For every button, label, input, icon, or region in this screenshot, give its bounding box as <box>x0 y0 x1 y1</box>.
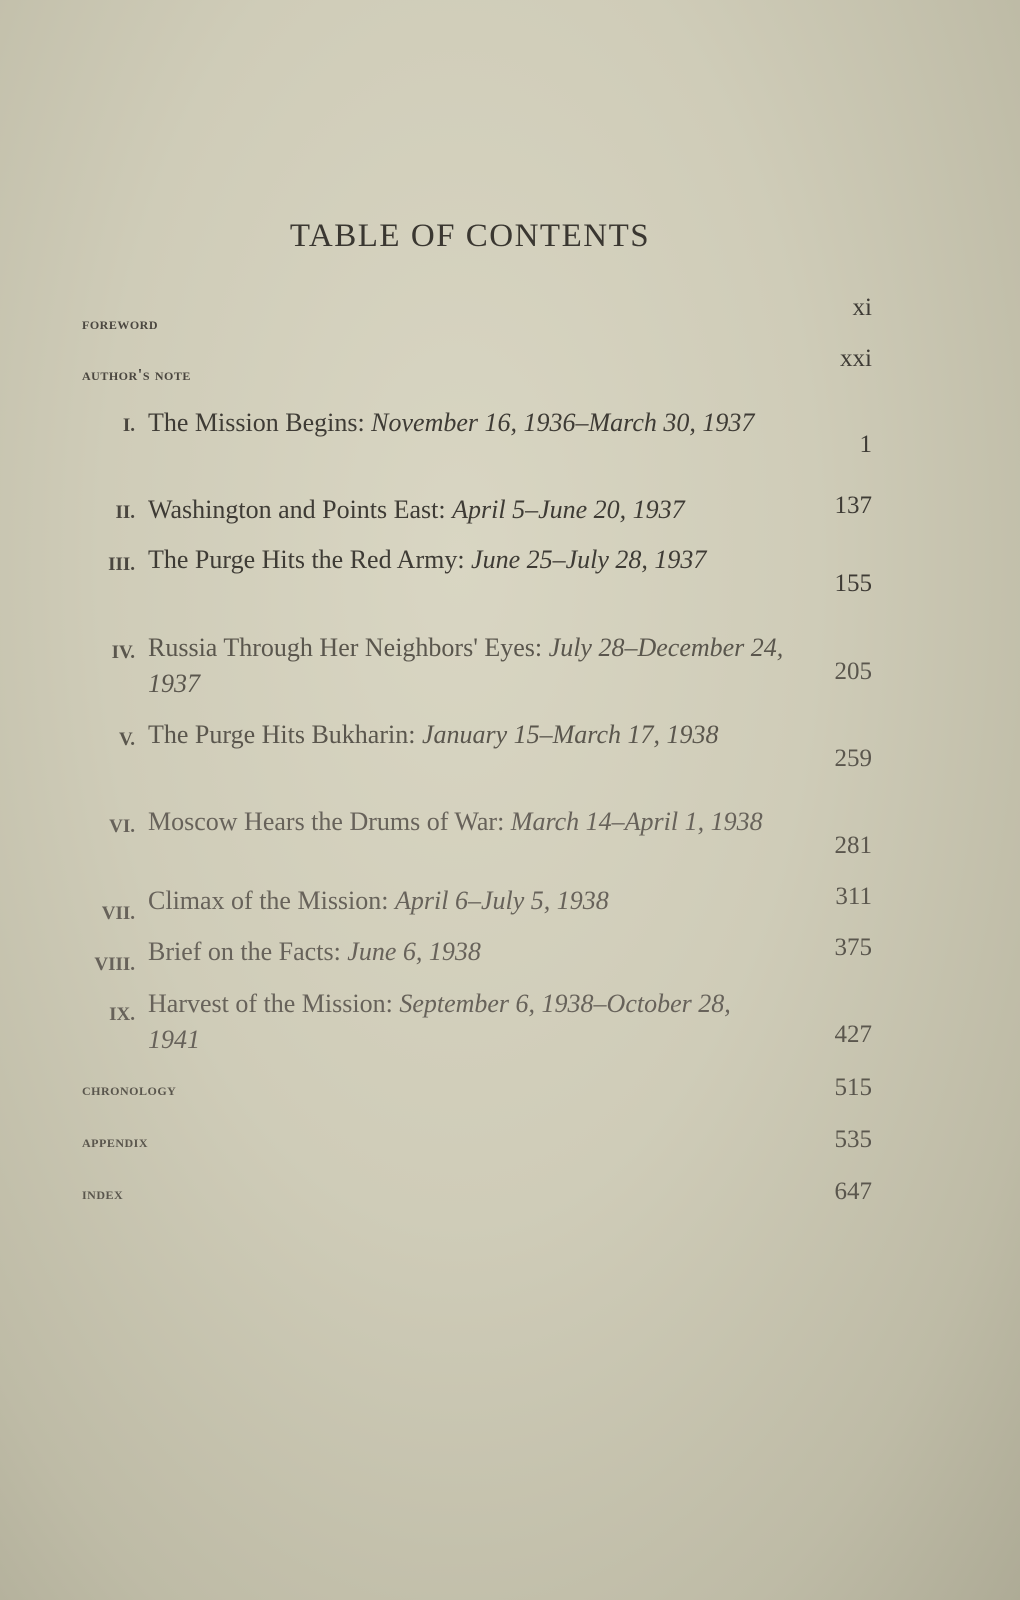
foreword-page: xi <box>852 294 872 321</box>
chapter-entry <box>148 405 788 441</box>
chapter-entry <box>148 804 788 840</box>
index-label: index <box>82 1184 124 1203</box>
chapter-title: The Purge Hits Bukharin: <box>148 720 422 749</box>
foreword-label: foreword <box>82 314 158 333</box>
chapter-page: 155 <box>834 570 872 597</box>
chapter-entry <box>148 492 828 528</box>
chapter-page: 259 <box>834 745 872 772</box>
chapter-page: 137 <box>834 492 872 519</box>
chapter-title: Climax of the Mission: <box>148 886 395 915</box>
chapter-entry <box>148 883 788 919</box>
chapter-dates: June 25–July 28, 1937 <box>471 545 707 574</box>
chapter-dates: March 14–April 1, 1938 <box>510 807 763 836</box>
appendix-label: appendix <box>82 1132 148 1151</box>
chapter-numeral: IV. <box>111 642 135 663</box>
chapter-dates: September 6, 1938–October 28, 1941 <box>148 989 731 1054</box>
chapter-entry <box>148 630 788 702</box>
chapter-numeral: II. <box>115 502 135 523</box>
chapter-title: The Mission Begins: <box>148 408 372 437</box>
chapter-title: Brief on the Facts: <box>148 937 348 966</box>
chapter-page: 1 <box>859 431 872 458</box>
chapter-dates: June 6, 1938 <box>347 937 481 966</box>
chapter-numeral: VIII. <box>94 954 135 975</box>
chapter-page: 375 <box>834 934 872 961</box>
chapter-page: 311 <box>835 883 872 910</box>
chapter-title: Harvest of the Mission: <box>148 989 400 1018</box>
chronology-label: chronology <box>82 1080 177 1099</box>
chapter-page: 281 <box>834 832 872 859</box>
chapter-numeral: I. <box>122 415 135 436</box>
chapter-numeral: III. <box>108 554 135 575</box>
appendix-page: 535 <box>834 1126 872 1153</box>
chronology-page: 515 <box>834 1074 872 1101</box>
page-title: TABLE OF CONTENTS <box>289 218 651 254</box>
chapter-numeral: VI. <box>109 816 135 837</box>
chapter-numeral: V. <box>118 729 135 750</box>
chapter-dates: January 15–March 17, 1938 <box>421 720 719 749</box>
chapter-dates: July 28–December 24, 1937 <box>148 633 784 698</box>
chapter-entry <box>148 934 788 970</box>
chapter-title: Moscow Hears the Drums of War: <box>148 807 511 836</box>
chapter-entry <box>148 542 788 578</box>
chapter-numeral: IX. <box>109 1004 135 1025</box>
chapter-page: 205 <box>834 658 872 685</box>
chapter-entry <box>148 986 788 1058</box>
authors-note-label: author's note <box>82 365 191 384</box>
chapter-entry <box>148 717 788 753</box>
chapter-dates: November 16, 1936–March 30, 1937 <box>371 408 755 437</box>
chapter-title: The Purge Hits the Red Army: <box>148 545 472 574</box>
chapter-numeral: VII. <box>101 903 135 924</box>
authors-note-page: xxi <box>840 345 872 372</box>
chapter-dates: April 6–July 5, 1938 <box>395 886 609 915</box>
chapter-title: Washington and Points East: <box>148 495 453 524</box>
index-page: 647 <box>834 1178 872 1205</box>
chapter-page: 427 <box>834 1021 872 1048</box>
chapter-dates: April 5–June 20, 1937 <box>452 495 685 524</box>
chapter-title: Russia Through Her Neighbors' Eyes: <box>148 633 549 662</box>
